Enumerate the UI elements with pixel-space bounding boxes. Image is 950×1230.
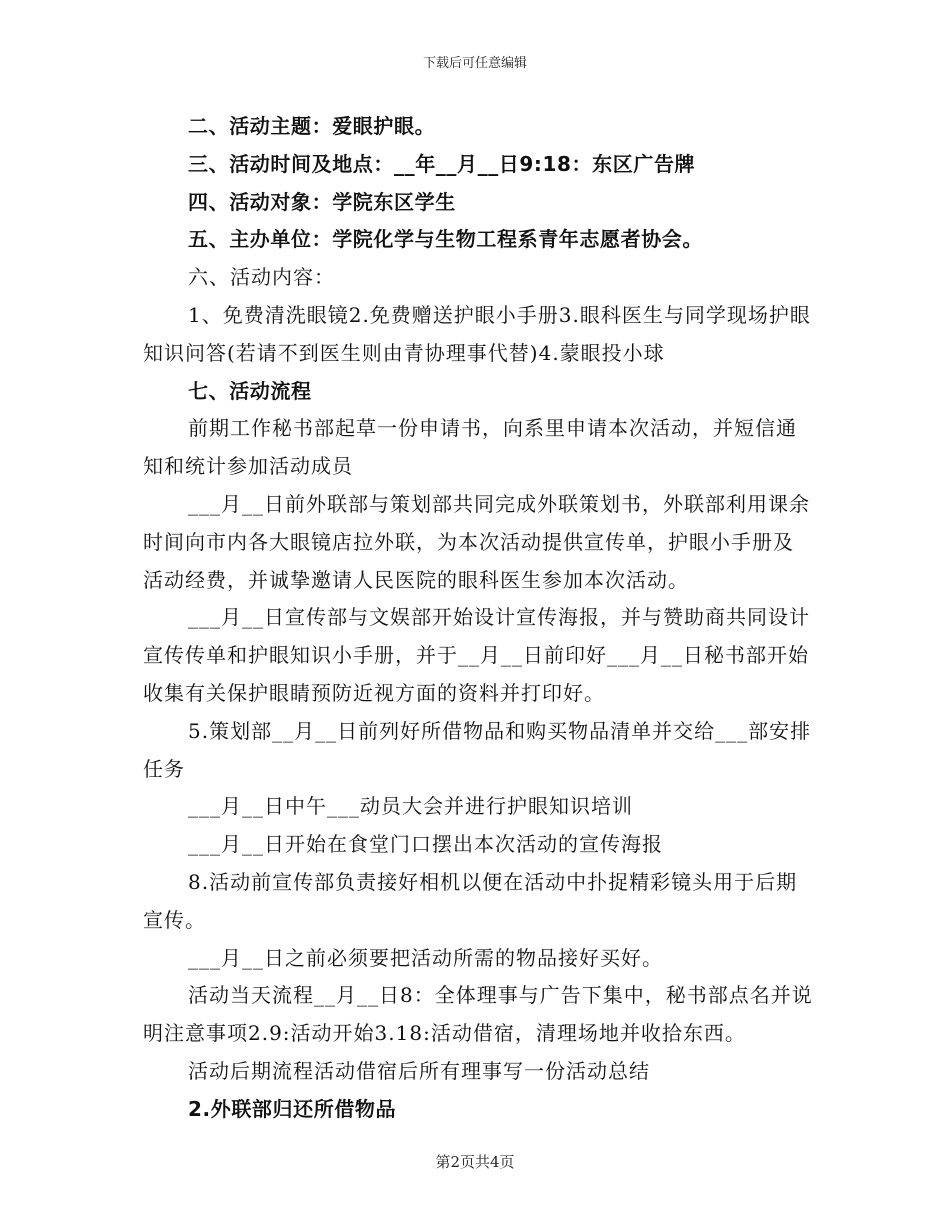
paragraph-content-heading: 六、活动内容： <box>188 265 335 290</box>
paragraph-time-location: 三、活动时间及地点：__年__月__日9:18：东区广告牌 <box>188 151 696 176</box>
paragraph-poster: ___月__日开始在食堂门口摆出本次活动的宣传海报 <box>188 832 663 857</box>
paragraph-target: 四、活动对象：学院东区学生 <box>188 189 456 214</box>
paragraph-event-day: 活动当天流程__月__日8：全体理事与广告下集中，秘书部点名并说明注意事项2.9:活动开始3.18:活动借宿，清理场地并收拾东西。 <box>143 983 813 1046</box>
document-body <box>143 108 813 1129</box>
paragraph-outreach: ___月__日前外联部与策划部共同完成外联策划书，外联部利用课余时间向市内各大眼镜店拉外联，为本次活动提供宣传单，护眼小手册及活动经费，并诚挚邀请人民医院的眼科医生参加本次活动。 <box>143 491 810 592</box>
paragraph-process-heading: 七、活动流程 <box>188 378 312 403</box>
paragraph-publicity: ___月__日宣传部与文娱部开始设计宣传海报，并与赞助商共同设计宣传传单和护眼知识小手册，并于__月__日前印好___月__日秘书部开始收集有关保护眼睛预防近视方面的资料并打印好。 <box>143 605 810 705</box>
paragraph-summary: 活动后期流程活动借宿后所有理事写一份活动总结 <box>188 1058 650 1083</box>
paragraph-theme: 二、活动主题：爱眼护眼。 <box>188 114 436 138</box>
paragraph-meeting: ___月__日中午___动员大会并进行护眼知识培训 <box>188 794 633 819</box>
paragraph-supplies: ___月__日之前必须要把活动所需的物品接好买好。 <box>188 945 663 970</box>
paragraph-preparation: 前期工作秘书部起草一份申请书，向系里申请本次活动，并短信通知和统计参加活动成员 <box>143 416 797 479</box>
page-footer: 第2页共4页 <box>435 1153 515 1171</box>
paragraph-content-list: 1、免费清洗眼镜2.免费赠送护眼小手册3.眼科医生与同学现场护眼知识问答(若请不到医生则由青协理事代替)4.蒙眼投小球 <box>143 302 811 365</box>
page-header: 下载后可任意编辑 <box>422 56 527 71</box>
paragraph-organizer: 五、主办单位：学院化学与生物工程系青年志愿者协会。 <box>188 227 703 252</box>
paragraph-planning: 5.策划部__月__日前列好所借物品和购买物品清单并交给___部安排任务 <box>143 718 812 781</box>
paragraph-return-items: 2.外联部归还所借物品 <box>188 1096 397 1121</box>
paragraph-camera: 8.活动前宣传部负责接好相机以便在活动中扑捉精彩镜头用于后期宣传。 <box>143 869 798 932</box>
